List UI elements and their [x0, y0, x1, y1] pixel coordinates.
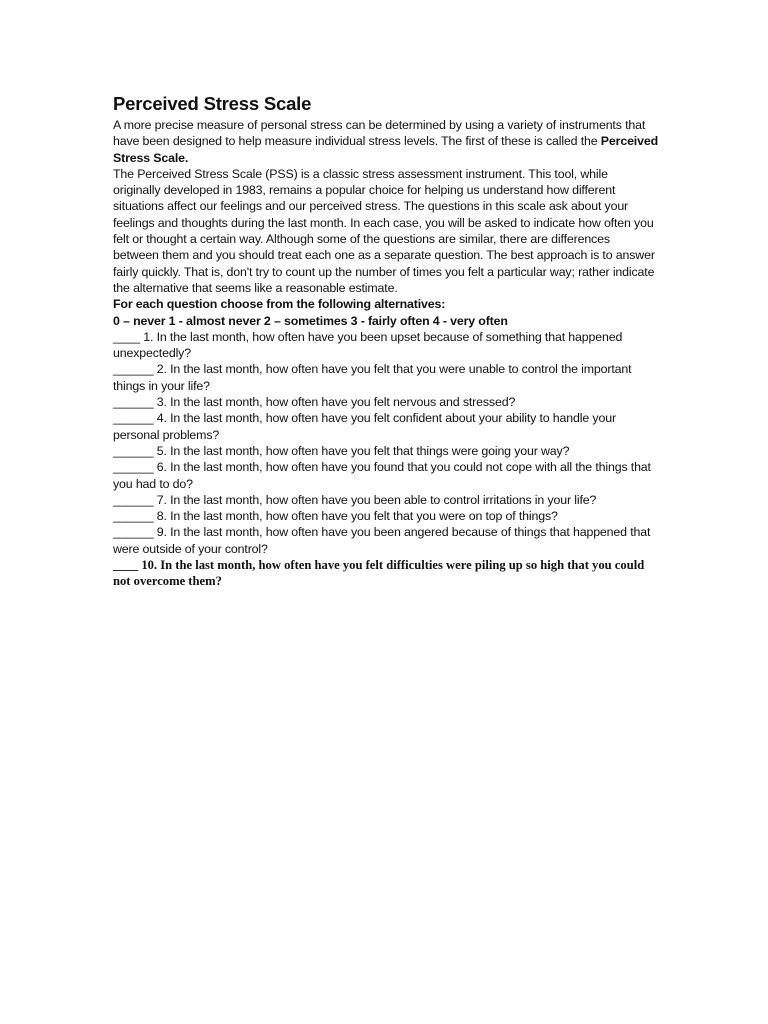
answer-blank[interactable]: ______ [113, 443, 154, 458]
question-text: 5. In the last month, how often have you felt that things were going your way? [153, 443, 570, 458]
intro-paragraph-1 [113, 117, 658, 166]
question-text: 1. In the last month, how often have you been upset because of something that happened unexpectedly? [113, 329, 623, 361]
answer-blank[interactable]: ______ [113, 525, 154, 540]
answer-blank[interactable]: ____ [113, 558, 139, 573]
answer-blank[interactable]: ______ [113, 492, 154, 507]
question-text: 9. In the last month, how often have you been angered because of things that happened that were outside of your control? [113, 525, 651, 556]
question-item [113, 557, 658, 590]
question-text: 10. In the last month, how often have you felt difficulties were piling up so high that you could not overcome them? [113, 558, 645, 589]
question-item [113, 443, 658, 459]
question-text: 4. In the last month, how often have you felt confident about your ability to handle your personal problems? [113, 411, 616, 442]
question-text: 6. In the last month, how often have you found that you could not cope with all the things that you had to do? [113, 460, 651, 491]
question-item [113, 361, 658, 394]
question-item [113, 459, 658, 492]
answer-blank[interactable]: ____ [113, 329, 140, 344]
answer-blank[interactable]: ______ [113, 509, 154, 524]
question-text: 3. In the last month, how often have you felt nervous and stressed? [153, 395, 516, 410]
question-item [113, 508, 658, 524]
alternatives-scale: 0 – never 1 - almost never 2 – sometimes 3 - fairly often 4 - very often [113, 313, 508, 328]
document-title: Perceived Stress Scale [113, 93, 312, 114]
question-item [113, 524, 658, 557]
document-page [113, 92, 658, 590]
question-text: 2. In the last month, how often have you felt that you were unable to control the important things in your life? [113, 362, 632, 393]
question-item [113, 410, 658, 443]
answer-blank[interactable]: ______ [113, 460, 154, 475]
instructions-text: For each question choose from the following alternatives: [113, 297, 446, 312]
answer-blank[interactable]: ______ [113, 411, 154, 426]
question-text: 8. In the last month, how often have you felt that you were on top of things? [153, 509, 558, 524]
answer-blank[interactable]: ______ [113, 362, 154, 377]
question-item [113, 329, 658, 362]
intro-text: A more precise measure of personal stress can be determined by using a variety of instruments that have been designed to help measure individual stress levels. The first of these is called the [113, 118, 646, 149]
question-text: 7. In the last month, how often have you been able to control irritations in your life? [153, 492, 597, 507]
intro-bold-term: Perceived Stress Scale. [113, 134, 658, 165]
question-item [113, 394, 658, 410]
answer-blank[interactable]: ______ [113, 395, 154, 410]
intro-paragraph-2: The Perceived Stress Scale (PSS) is a classic stress assessment instrument. This tool, while originally developed in 1983, remains a popular choice for helping us understand how different situations affect our feelings and our perceived stress. The questions in this scale ask about your feelings and thoughts during the last month. In each case, you will be asked to indicate how often you felt or thought a certain way. Although some of the questions are similar, there are differences between them and you should treat each one as a separate question. The best approach is to answer fairly quickly. That is, don't try to count up the number of times you felt a particular way; rather indicate the alternative that seems like a reasonable estimate. [113, 166, 655, 295]
question-item [113, 492, 658, 508]
